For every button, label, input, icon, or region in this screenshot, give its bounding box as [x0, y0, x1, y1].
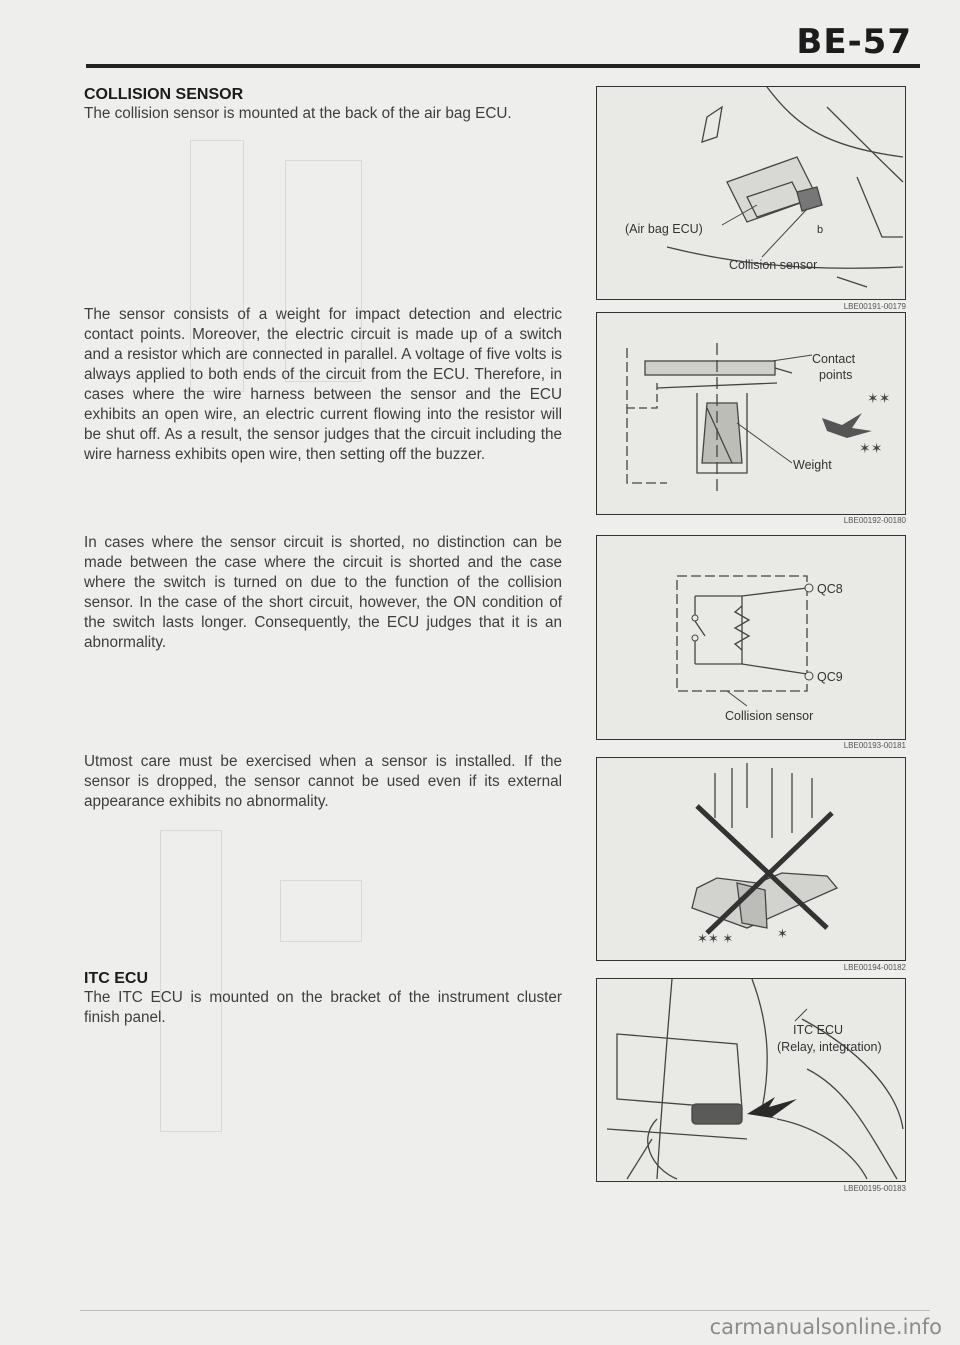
section-heading: ITC ECU [84, 970, 148, 987]
header-rule [86, 64, 920, 68]
svg-text:✶✶ ✶: ✶✶ ✶ [697, 931, 734, 946]
label-b: b [817, 224, 824, 236]
figure-contact-points-weight [596, 312, 906, 515]
figure-itc-ecu-location [596, 978, 906, 1182]
figure-code: LBE00195-00183 [843, 1184, 906, 1193]
label-contact: Contact [812, 352, 856, 366]
figure-code: LBE00192-00180 [843, 516, 906, 525]
paragraph: The sensor consists of a weight for impact detection and electric contact points. Moreover, the electric circuit is made up of a switch and a resistor which are connected in parallel. A voltage of five volts is always applied to both ends of the circuit from the ECU. Therefore, in cases where the wire harness between the sensor and the ECU exhibits an open wire, an electric current flowing into the resistor will be shut off. As a result, the sensor judges that the circuit including the wire harness exhibits open wire, then setting off the buzzer. [84, 306, 562, 463]
figure-code: LBE00193-00181 [843, 741, 906, 750]
paragraph: The ITC ECU is mounted on the bracket of the instrument cluster finish panel. [84, 989, 562, 1026]
paragraph: The collision sensor is mounted at the back of the air bag ECU. [84, 105, 512, 122]
label-qc8: QC8 [817, 582, 843, 596]
figure-airbag-ecu-location [596, 86, 906, 300]
label-points: points [819, 368, 853, 382]
figure-dropped-sensor-warning [596, 757, 906, 961]
label-itc-ecu: ITC ECU [793, 1023, 843, 1037]
svg-text:✶: ✶ [777, 926, 788, 941]
page-number: BE-57 [796, 22, 912, 62]
paragraph: Utmost care must be exercised when a sensor is installed. If the sensor is dropped, the sensor cannot be used even if its external appearance exhibits no abnormality. [84, 753, 562, 810]
background-ghost-diagram [280, 880, 362, 942]
label-collision-sensor: Collision sensor [725, 709, 814, 723]
svg-text:✶✶: ✶✶ [859, 440, 883, 456]
footer-rule [80, 1310, 930, 1311]
svg-text:✶✶: ✶✶ [867, 390, 891, 406]
collision-sensor-section [84, 86, 562, 124]
label-collision-sensor: Collision sensor [729, 258, 818, 272]
paragraph: In cases where the sensor circuit is shorted, no distinction can be made between the case where the circuit is shorted and the case where the switch is turned on due to the function of the collision sensor. In the case of the short circuit, however, the ON condition of the switch lasts longer. Consequently, the ECU judges that it is an abnormality. [84, 534, 562, 651]
short-circuit-description [84, 533, 562, 653]
label-weight: Weight [793, 458, 832, 472]
label-airbag-ecu: (Air bag ECU) [625, 222, 703, 236]
section-heading: COLLISION SENSOR [84, 86, 244, 103]
watermark: carmanualsonline.info [709, 1315, 942, 1339]
installation-caution [84, 752, 562, 812]
figure-code: LBE00191-00179 [843, 302, 906, 311]
figure-circuit-diagram [596, 535, 906, 740]
sensor-description [84, 305, 562, 465]
itc-ecu-section [84, 970, 562, 1028]
label-relay-integration: (Relay, integration) [777, 1040, 882, 1054]
figure-code: LBE00194-00182 [843, 963, 906, 972]
label-qc9: QC9 [817, 670, 843, 684]
